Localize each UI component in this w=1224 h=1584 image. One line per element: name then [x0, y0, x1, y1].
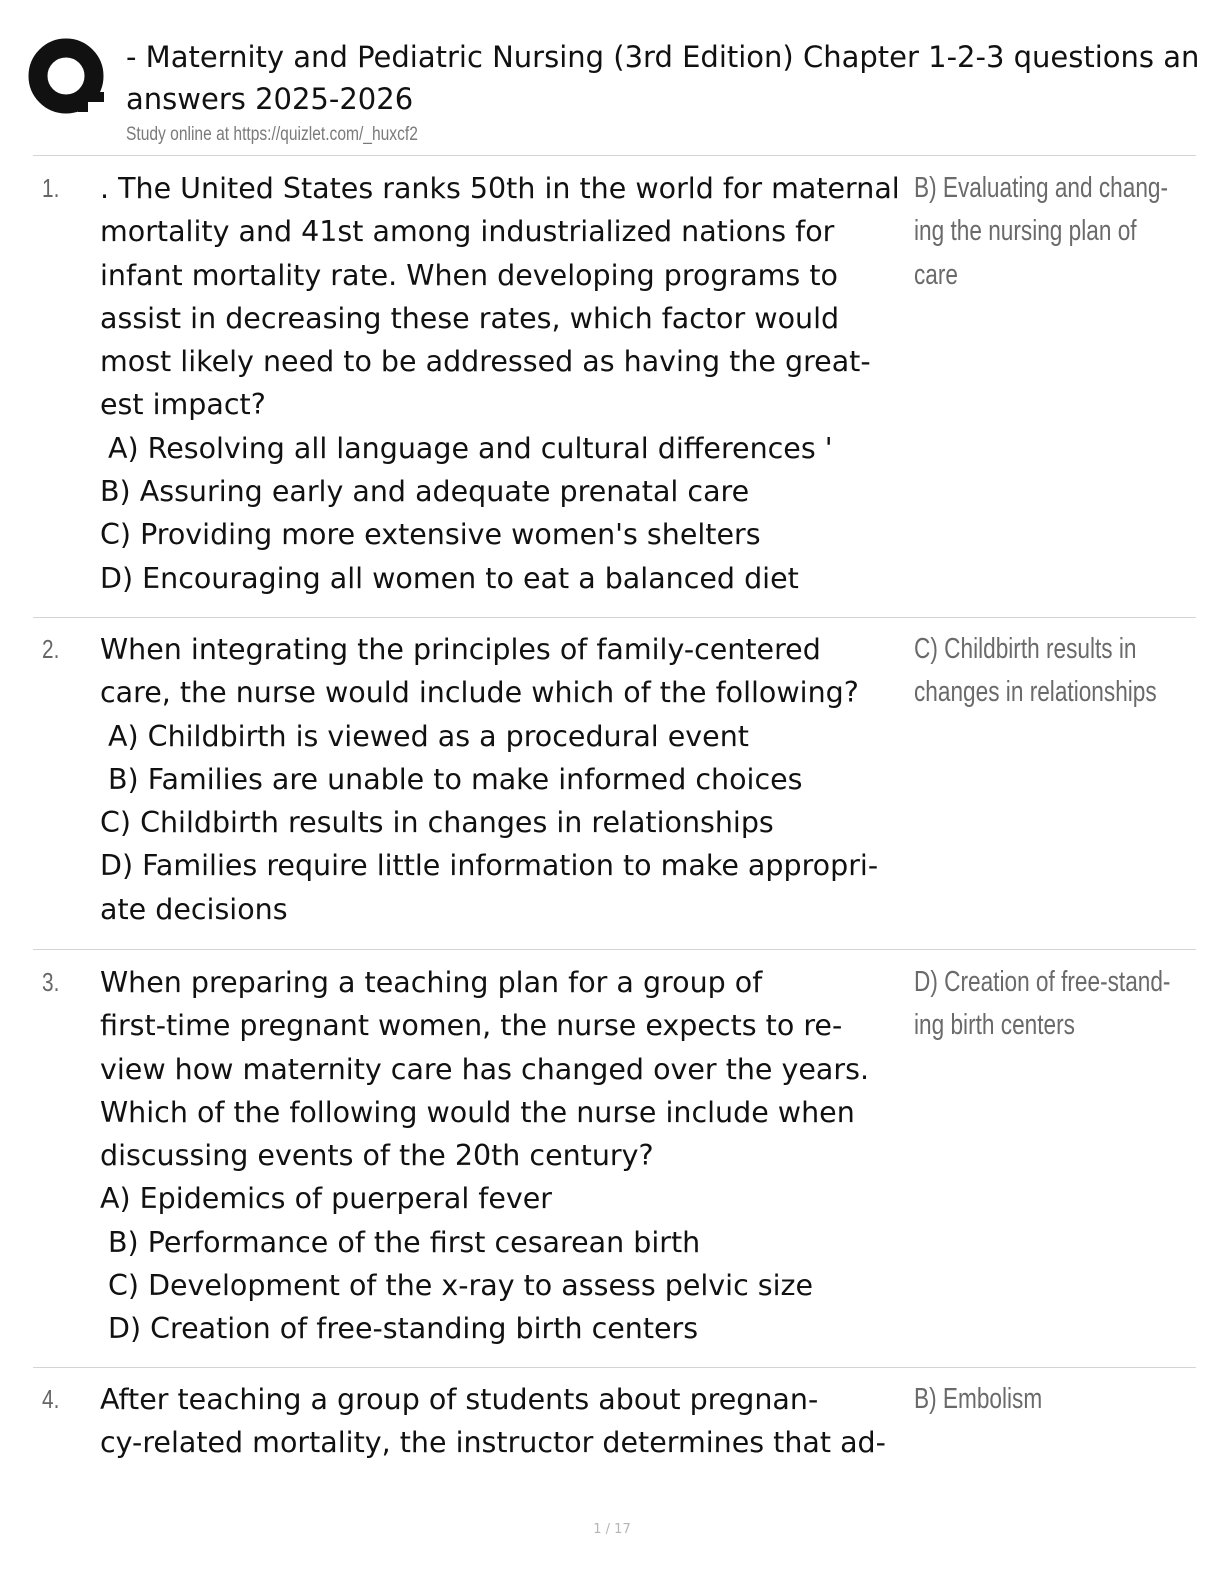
- option-c: C) Development of the x-ray to assess pelvic size: [108, 1269, 814, 1303]
- answer-line: D) Creation of free-stand-: [914, 966, 1171, 998]
- question-line: cy-related mortality, the instructor determines that ad-: [100, 1426, 886, 1460]
- answer-line: C) Childbirth results in: [914, 633, 1137, 665]
- question-number: 1.: [42, 173, 60, 203]
- option-b: B) Families are unable to make informed choices: [108, 762, 803, 796]
- title-line-1: - Maternity and Pediatric Nursing (3rd Edition) Chapter 1-2-3 questions an: [126, 40, 1200, 74]
- title-line-2: answers 2025-2026: [126, 82, 414, 116]
- question-text: [100, 961, 910, 1351]
- divider: [33, 1367, 1196, 1368]
- option-c: C) Childbirth results in changes in relationships: [100, 806, 774, 840]
- question-line: Which of the following would the nurse include when: [100, 1095, 855, 1129]
- option-b: B) Assuring early and adequate prenatal care: [100, 475, 750, 509]
- answer-line: B) Evaluating and chang-: [914, 172, 1169, 204]
- option-c: C) Providing more extensive women's shelters: [100, 518, 761, 552]
- option-a: A) Epidemics of puerperal fever: [100, 1182, 552, 1216]
- question-line: . The United States ranks 50th in the world for maternal: [100, 172, 900, 205]
- answer-line: B) Embolism: [914, 1383, 1043, 1415]
- answer-text: [914, 167, 1169, 297]
- answer-text: [914, 961, 1171, 1048]
- answer-line: ing the nursing plan of: [914, 215, 1137, 248]
- option-d: D) Creation of free-standing birth centers: [108, 1312, 699, 1346]
- answer-line: changes in relationships: [914, 676, 1157, 709]
- option-d-continued: ate decisions: [100, 892, 288, 926]
- study-online-link[interactable]: Study online at https://quizlet.com/_huxcf2: [126, 124, 418, 145]
- divider: [33, 617, 1196, 618]
- question-line: After teaching a group of students about pregnan-: [100, 1383, 819, 1416]
- question-line: When preparing a teaching plan for a group of: [100, 966, 763, 999]
- option-b: B) Performance of the first cesarean birth: [108, 1225, 701, 1259]
- question-text: [100, 628, 910, 931]
- question-text: [100, 1378, 910, 1465]
- question-line: est impact?: [100, 388, 266, 422]
- question-line: assist in decreasing these rates, which factor would: [100, 301, 840, 335]
- question-line: view how maternity care has changed over the years.: [100, 1052, 870, 1086]
- question-line: When integrating the principles of family-centered: [100, 633, 821, 666]
- question-line: infant mortality rate. When developing programs to: [100, 258, 838, 292]
- question-line: most likely need to be addressed as having the great-: [100, 345, 871, 379]
- document-title: [126, 36, 1224, 120]
- question-line: first-time pregnant women, the nurse expects to re-: [100, 1009, 843, 1043]
- question-line: discussing events of the 20th century?: [100, 1139, 654, 1173]
- option-a: A) Resolving all language and cultural differences ': [108, 431, 833, 465]
- quizlet-logo-icon: [26, 36, 110, 120]
- option-a: A) Childbirth is viewed as a procedural event: [108, 719, 749, 753]
- question-text: [100, 167, 910, 600]
- page-number: 1 / 17: [593, 1522, 631, 1537]
- answer-text: [914, 628, 1157, 715]
- question-line: mortality and 41st among industrialized nations for: [100, 215, 835, 249]
- option-d: D) Encouraging all women to eat a balanced diet: [100, 561, 799, 595]
- option-d: D) Families require little information to make appropri-: [100, 849, 879, 883]
- question-number: 2.: [42, 634, 60, 664]
- divider: [33, 949, 1196, 950]
- answer-line: care: [914, 258, 959, 291]
- answer-line: ing birth centers: [914, 1009, 1075, 1042]
- question-line: care, the nurse would include which of the following?: [100, 676, 859, 710]
- question-number: 3.: [42, 967, 60, 997]
- question-number: 4.: [42, 1384, 60, 1414]
- answer-text: [914, 1378, 1148, 1421]
- divider: [33, 155, 1196, 156]
